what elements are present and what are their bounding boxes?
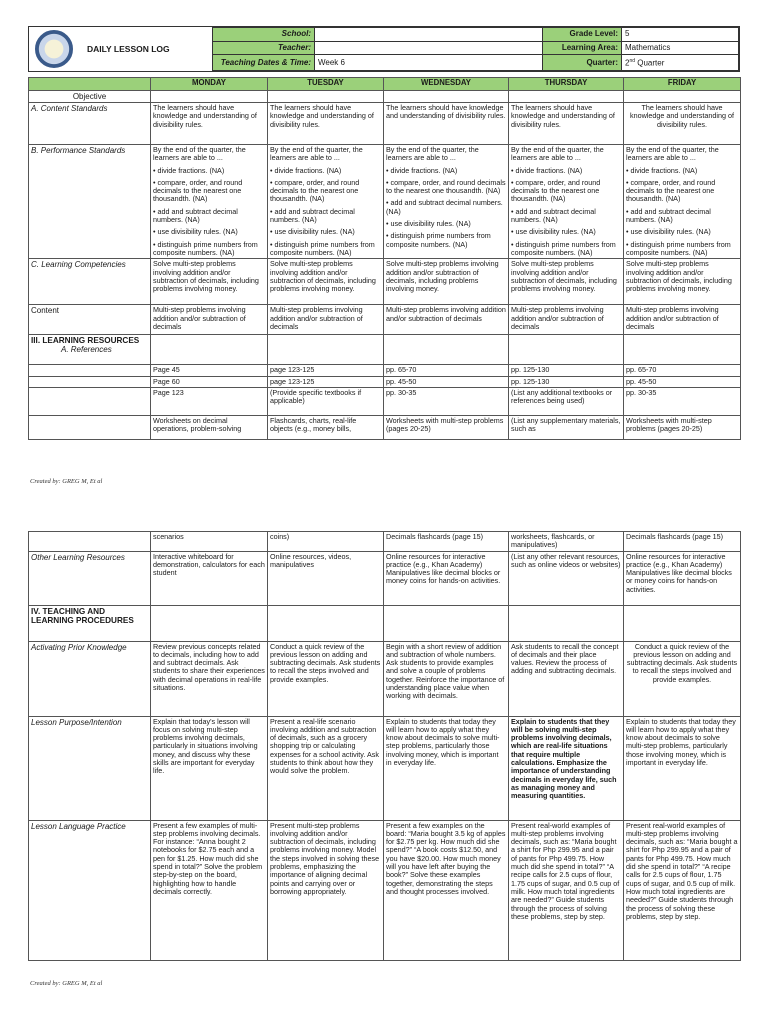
teacher-label: Teacher: — [213, 41, 315, 55]
cs-thu: The learners should have knowledge and understanding of divisibility rules. — [509, 103, 624, 145]
quarter-label: Quarter: — [543, 55, 622, 71]
footer-page1: Created by: GREG M, Et al — [30, 478, 103, 485]
materials-row-p1 — [29, 415, 741, 439]
teacher-value — [315, 41, 543, 55]
activating-label: Activating Prior Knowledge — [29, 641, 151, 716]
lc-thu: Solve multi-step problems involving addition and/or subtraction of decimals, including problems involving money. — [509, 259, 624, 305]
ap-tue: Conduct a quick review of the previous lesson on adding and subtracting decimals. Ask students to recall the steps involved and provide examples. — [268, 641, 384, 716]
objective-row — [29, 91, 741, 103]
mat2-fri: Decimals flashcards (page 15) — [624, 532, 741, 552]
lc-tue: Solve multi-step problems involving addition and/or subtraction of decimals, including problems involving money. — [268, 259, 384, 305]
language-label: Lesson Language Practice — [29, 820, 151, 960]
purpose-label: Lesson Purpose/Intention — [29, 716, 151, 820]
other-resources-row — [29, 551, 741, 605]
ll-thu: Present real-world examples of multi-step problems involving decimals, such as: “Maria bought a shirt for Php 299.95 and a pair of pants for Php 499.75. How much did she spend in total?” “A recipe calls for 2.5 cups of flour, 1.75 cups of sugar, and 0.5 cup of milk. How much total ingredients are needed?” Guide students through the process of solving these problems, step by step. — [509, 820, 624, 960]
corner-cell — [29, 78, 151, 91]
cs-mon: The learners should have knowledge and understanding of divisibility rules. — [151, 103, 268, 145]
day-tuesday: TUESDAY — [268, 78, 384, 91]
ps-wed: By the end of the quarter, the learners are able to ... • divide fractions. (NA) • compare, order, and round decimals to the nearest one thousandth. (NA) • add and subtract decimal numbers. (NA) • use divisibility rules. (NA) • distinguish prime numbers from composite numbers. (NA) — [384, 145, 509, 259]
lp-mon: Explain that today's lesson will focus on solving multi-step problems involving decimals, particularly in situations involving money, and discuss why these skills are important for everyday life. — [151, 716, 268, 820]
ref1-fri: pp. 65-70 — [624, 365, 741, 376]
day-thursday: THURSDAY — [509, 78, 624, 91]
ll-wed: Present a few examples on the board: “Maria bought 3.5 kg of apples for $2.75 per kg. How much did she spend?” “A book costs $12.50, and you have $20.00. How much money will you have left after buying the book?” Solve these examples together, demonstrating the steps and thought processes involved. — [384, 820, 509, 960]
dates-label: Teaching Dates & Time: — [213, 55, 315, 71]
performance-standards-label: B. Performance Standards — [29, 145, 151, 259]
lesson-table-page2 — [28, 531, 741, 961]
deped-seal-icon — [35, 30, 73, 68]
mat1-wed: Worksheets with multi-step problems (pages 20-25) — [384, 415, 509, 439]
ps-mon: By the end of the quarter, the learners are able to ... • divide fractions. (NA) • compare, order, and round decimals to the nearest one thousandth. (NA) • add and subtract decimal numbers. (NA) • use divisibility rules. (NA) • distinguish prime numbers from composite numbers. (NA) — [151, 145, 268, 259]
ap-fri: Conduct a quick review of the previous lesson on adding and subtracting decimals. Ask students to recall the steps involved and provide examples. — [624, 641, 741, 716]
ref3-mon: Page 123 — [151, 387, 268, 415]
mat1-tue: Flashcards, charts, real-life objects (e.g., money bills, — [268, 415, 384, 439]
grade-value: 5 — [622, 28, 739, 42]
or-mon: Interactive whiteboard for demonstration, calculators for each student — [151, 551, 268, 605]
page-one — [28, 77, 740, 440]
log-title: DAILY LESSON LOG — [87, 44, 170, 54]
ct-fri: Multi-step problems involving addition and/or subtraction of decimals — [624, 305, 741, 335]
teaching-procedures-label: IV. TEACHING AND LEARNING PROCEDURES — [29, 605, 151, 641]
references-label: A. References — [61, 345, 112, 355]
ct-wed: Multi-step problems involving addition and/or subtraction of decimals — [384, 305, 509, 335]
ll-mon: Present a few examples of multi-step problems involving decimals. For instance: “Anna bought 2 notebooks for $2.75 each and a pen for $1.25. How much did she spend in total?” Solve the problem step-by-step on the board, highlighting how to handle decimals correctly. — [151, 820, 268, 960]
ct-tue: Multi-step problems involving addition and/or subtraction of decimals — [268, 305, 384, 335]
ref3-tue: (Provide specific textbooks if applicable) — [268, 387, 384, 415]
lp-wed: Explain to students that today they will learn how to apply what they know about decimals to solve multi-step problems, particularly those involving money, which is important in everyday life. — [384, 716, 509, 820]
ref-row-2 — [29, 376, 741, 387]
ref3-fri: pp. 30-35 — [624, 387, 741, 415]
mat1-fri: Worksheets with multi-step problems (pages 20-25) — [624, 415, 741, 439]
ref-row-1 — [29, 365, 741, 376]
ref2-thu: pp. 125-130 — [509, 376, 624, 387]
materials-row-p2 — [29, 532, 741, 552]
day-monday: MONDAY — [151, 78, 268, 91]
ref2-fri: pp. 45-50 — [624, 376, 741, 387]
learning-resources-label: III. LEARNING RESOURCES — [31, 336, 140, 346]
content-standards-row — [29, 103, 741, 145]
performance-standards-row — [29, 145, 741, 259]
competencies-row — [29, 259, 741, 305]
day-wednesday: WEDNESDAY — [384, 78, 509, 91]
ref3-thu: (List any additional textbooks or references being used) — [509, 387, 624, 415]
page-two — [28, 531, 740, 961]
mat1-thu: (List any supplementary materials, such as — [509, 415, 624, 439]
ll-fri: Present real-world examples of multi-step problems involving decimals, such as: “Maria bought a shirt for Php 299.95 and a pair of pants for Php 499.75. How much did she spend in total?” “A recipe calls for 2.5 cups of flour, 1.75 cups of sugar, and 0.5 cup of milk. How much total ingredients are needed?” Guide students through the process of solving these problems, step by step. — [624, 820, 741, 960]
ref2-tue: page 123-125 — [268, 376, 384, 387]
ref1-thu: pp. 125-130 — [509, 365, 624, 376]
mat2-mon: scenarios — [151, 532, 268, 552]
lp-fri: Explain to students that today they will learn how to apply what they know about decimals to solve multi-step problems, particularly those involving money, which is important in everyday life. — [624, 716, 741, 820]
language-row — [29, 820, 741, 960]
ap-mon: Review previous concepts related to decimals, including how to add and subtract decimals. Ask students to share their experiences with decimal operations in real-life situations. — [151, 641, 268, 716]
mat2-tue: coins) — [268, 532, 384, 552]
day-header-row — [29, 78, 741, 91]
lesson-table-page1 — [28, 77, 741, 440]
day-friday: FRIDAY — [624, 78, 741, 91]
activating-row — [29, 641, 741, 716]
quarter-value: 2nd Quarter — [622, 55, 739, 71]
ps-thu: By the end of the quarter, the learners are able to ... • divide fractions. (NA) • compare, order, and round decimals to the nearest one thousandth. (NA) • add and subtract decimal numbers. (NA) • use divisibility rules. (NA) • distinguish prime numbers from composite numbers. (NA) — [509, 145, 624, 259]
ct-thu: Multi-step problems involving addition and/or subtraction of decimals — [509, 305, 624, 335]
cs-fri: The learners should have knowledge and understanding of divisibility rules. — [624, 103, 741, 145]
ref3-wed: pp. 30-35 — [384, 387, 509, 415]
cs-tue: The learners should have knowledge and understanding of divisibility rules. — [268, 103, 384, 145]
other-resources-label: Other Learning Resources — [29, 551, 151, 605]
content-row — [29, 305, 741, 335]
dates-value: Week 6 — [315, 55, 543, 71]
school-label: School: — [213, 28, 315, 42]
learning-resources-row — [29, 335, 741, 365]
lc-wed: Solve multi-step problems involving addition and/or subtraction of decimals, including problems involving money. — [384, 259, 509, 305]
ps-tue: By the end of the quarter, the learners are able to ... • divide fractions. (NA) • compare, order, and round decimals to the nearest one thousandth. (NA) • add and subtract decimal numbers. (NA) • use divisibility rules. (NA) • distinguish prime numbers from composite numbers. (NA) — [268, 145, 384, 259]
grade-label: Grade Level: — [543, 28, 622, 42]
mat2-wed: Decimals flashcards (page 15) — [384, 532, 509, 552]
ps-fri: By the end of the quarter, the learners are able to ... • divide fractions. (NA) • compare, order, and round decimals to the nearest one thousandth. (NA) • add and subtract decimal numbers. (NA) • use divisibility rules. (NA) • distinguish prime numbers from composite numbers. (NA) — [624, 145, 741, 259]
lp-tue: Present a real-life scenario involving addition and subtraction of decimals, such as a grocery shopping trip or calculating expenses for a school activity. Ask students to think about how they would solve the problem. — [268, 716, 384, 820]
mat2-thu: worksheets, flashcards, or manipulatives) — [509, 532, 624, 552]
ref2-mon: Page 60 — [151, 376, 268, 387]
header-block — [28, 26, 740, 72]
school-value — [315, 28, 543, 42]
ref-row-3 — [29, 387, 741, 415]
area-label: Learning Area: — [543, 41, 622, 55]
header-info-grid — [212, 27, 739, 71]
teaching-procedures-row — [29, 605, 741, 641]
content-standards-label: A. Content Standards — [29, 103, 151, 145]
ap-wed: Begin with a short review of addition and subtraction of whole numbers. Ask students to provide examples and solve a couple of problems together. Reinforce the importance of understanding place value when working with decimals. — [384, 641, 509, 716]
footer-page2: Created by: GREG M, Et al — [30, 980, 103, 987]
or-tue: Online resources, videos, manipulatives — [268, 551, 384, 605]
learning-resources-cell — [29, 335, 151, 365]
ref1-wed: pp. 65-70 — [384, 365, 509, 376]
ref1-tue: page 123-125 — [268, 365, 384, 376]
ref2-wed: pp. 45-50 — [384, 376, 509, 387]
purpose-row — [29, 716, 741, 820]
competencies-label: C. Learning Competencies — [29, 259, 151, 305]
or-wed: Online resources for interactive practice (e.g., Khan Academy) Manipulatives like decimal blocks or money coins for hands-on activities. — [384, 551, 509, 605]
content-label: Content — [29, 305, 151, 335]
cs-wed: The learners should have knowledge and understanding of divisibility rules. — [384, 103, 509, 145]
ref1-mon: Page 45 — [151, 365, 268, 376]
ll-tue: Present multi-step problems involving addition and/or subtraction of decimals, including problems involving money. Model the steps involved in solving these problems, emphasizing the importance of aligning decimal points and carrying over or borrowing appropriately. — [268, 820, 384, 960]
or-thu: (List any other relevant resources, such as online videos or websites) — [509, 551, 624, 605]
or-fri: Online resources for interactive practice (e.g., Khan Academy) Manipulatives like decimal blocks or money coins for hands-on activities. — [624, 551, 741, 605]
ap-thu: Ask students to recall the concept of decimals and their place values. Review the process of adding and subtracting decimals. — [509, 641, 624, 716]
mat1-mon: Worksheets on decimal operations, problem-solving — [151, 415, 268, 439]
lp-thu: Explain to students that they will be solving multi-step problems involving decimals, which are real-life situations that require multiple calculations. Emphasize the importance of understanding decimals in everyday life, such as managing money and measuring quantities. — [509, 716, 624, 820]
objective-label: Objective — [29, 91, 151, 103]
lc-mon: Solve multi-step problems involving addition and/or subtraction of decimals, including problems involving money. — [151, 259, 268, 305]
ct-mon: Multi-step problems involving addition and/or subtraction of decimals — [151, 305, 268, 335]
area-value: Mathematics — [622, 41, 739, 55]
lc-fri: Solve multi-step problems involving addition and/or subtraction of decimals, including problems involving money. — [624, 259, 741, 305]
